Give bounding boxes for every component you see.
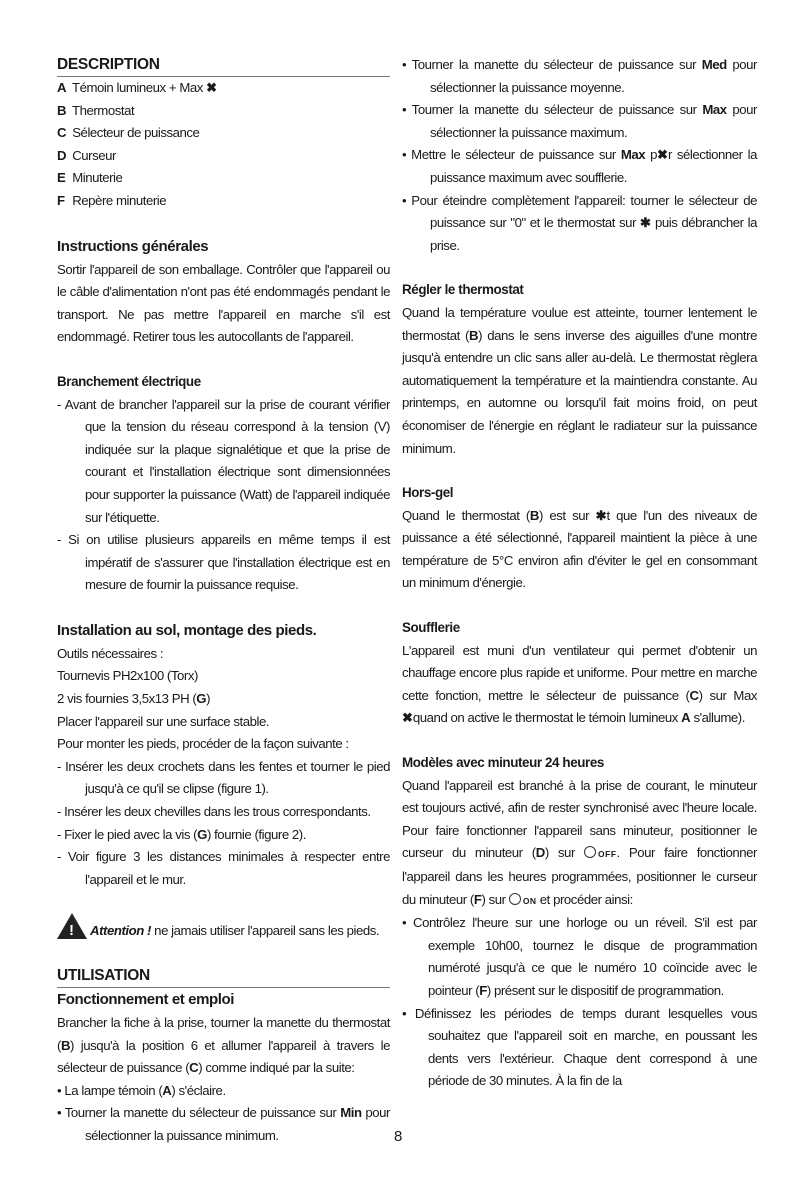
bold-text: A: [57, 80, 67, 95]
paragraph: • Tourner la manette du sélecteur de puissance sur Max pour sélectionner la puissance maximum.: [402, 102, 757, 140]
bold-text: B: [57, 102, 67, 118]
fan-icon: ✖: [402, 710, 413, 726]
bold-text: D: [535, 845, 545, 861]
paragraph: Quand la température voulue est atteinte, tourner lentement le thermostat (B) dans le sens inverse des aiguilles d'une montre jusqu'à entendre un clic sans aller au-delà. Le thermostat règlera automatiquement la température et la maintiendra constante. Au printemps, en automne ou lorsqu'il fait moins froid, on peut économiser de l'énergie en réglant le radiateur sur la puissance minimum.: [402, 304, 757, 456]
spacer: [402, 595, 757, 617]
bold-text: F: [473, 891, 482, 907]
left-column: [57, 54, 390, 1148]
paragraph: 2 vis fournies 3,5x13 PH (G): [57, 691, 211, 707]
bold-text: B: [60, 1037, 71, 1053]
timer-on-symbol: [509, 892, 537, 907]
section-heading: Instructions générales: [57, 237, 209, 255]
bold-text: G: [197, 826, 207, 842]
timer-label: ON: [522, 895, 537, 906]
paragraph: Tournevis PH2x100 (Torx): [57, 668, 198, 684]
spacer: [402, 730, 757, 752]
bold-text: F: [479, 982, 487, 998]
fan-icon: ✖: [657, 147, 668, 163]
section-heading: Régler le thermostat: [402, 282, 524, 298]
paragraph: Quand le thermostat (B) est sur ✱t que l'un des niveaux de puissance a été sélectionné, l'appareil maintient la pièce à une température de 5°C environ afin d'éviter le gel en consommant un minimum d'énergie.: [402, 507, 758, 591]
warning-note: !Attention ! ne jamais utiliser l'appareil sans les pieds.: [57, 913, 390, 943]
bold-text: F: [57, 192, 65, 208]
spacer: [57, 213, 390, 235]
bold-text: Med: [701, 57, 727, 72]
paragraph: • Pour éteindre complètement l'appareil: tourner le sélecteur de puissance sur "0" et le thermostat sur ✱ puis débrancher la prise.: [402, 192, 757, 253]
paragraph: • Définissez les périodes de temps durant lesquelles vous souhaitez que l'appareil soit en marche, en poussant les dents vers l'extérieur. Chaque dent correspond à une période de 30 minutes. À la fin de la: [402, 1005, 757, 1089]
bold-text: A: [162, 1082, 172, 1098]
bold-text: C: [57, 125, 67, 141]
paragraph: • Tourner la manette du sélecteur de puissance sur Min pour sélectionner la puissance minimum.: [57, 1105, 390, 1143]
timer-off-symbol: [584, 845, 617, 860]
paragraph: - Voir figure 3 les distances minimales à respecter entre l'appareil et le mur.: [57, 849, 390, 887]
warning-triangle-icon: [57, 913, 87, 939]
bold-text: E: [57, 170, 66, 186]
description-item: C Sélecteur de puissance: [57, 122, 390, 145]
clock-icon: [509, 893, 521, 905]
bold-text: A: [681, 710, 691, 726]
clock-icon: [584, 846, 596, 858]
paragraph: - Fixer le pied avec la vis (G) fournie (figure 2).: [57, 826, 306, 842]
bold-text: D: [57, 147, 67, 163]
bold-text: C: [689, 687, 699, 703]
paragraph: Placer l'appareil sur une surface stable.: [57, 713, 270, 729]
section-heading: Modèles avec minuteur 24 heures: [402, 755, 604, 771]
timer-label: OFF: [598, 849, 617, 860]
paragraph: - Avant de brancher l'appareil sur la prise de courant vérifier que la tension du réseau correspond à la tension (V) indiquée sur la plaque signalétique et que la prise de courant et l'installation électrique sont dimensionnées pour supporter la puissance (Watt) de l'appareil indiquée sur l'étiquette.: [57, 396, 390, 525]
paragraph: - Insérer les deux crochets dans les fentes et tourner le pied jusqu'à ce qu'il se clipse (figure 1).: [57, 758, 390, 797]
bold-text: Min: [340, 1105, 362, 1121]
spacer: [57, 597, 390, 619]
bold-text: C: [189, 1060, 199, 1076]
bold-text: B: [529, 507, 539, 523]
description-item: A Témoin lumineux + Max ✖: [57, 77, 390, 100]
section-heading: Branchement électrique: [57, 373, 201, 389]
spacer: [57, 943, 390, 965]
bold-text: B: [468, 327, 479, 343]
section-heading: Soufflerie: [402, 620, 460, 636]
description-item: B Thermostat: [57, 100, 390, 123]
paragraph: - Insérer les deux chevilles dans les trous correspondants.: [57, 804, 371, 820]
description-item: F Repère minuterie: [57, 190, 390, 213]
spacer: [57, 349, 390, 371]
spacer: [57, 891, 390, 913]
section-heading: Hors-gel: [402, 485, 454, 501]
attention-label: Attention !: [90, 923, 151, 939]
frost-icon: ✱: [595, 507, 607, 523]
page-number: 8: [394, 1128, 403, 1145]
bold-text: G: [196, 691, 207, 707]
paragraph: Outils nécessaires :: [57, 645, 164, 661]
fan-icon: ✖: [206, 80, 218, 95]
paragraph: Brancher la fiche à la prise, tourner la manette du thermostat (B) jusqu'à la position 6 et allumer l'appareil à travers le sélecteur de puissance (C) comme indiqué par la suite:: [57, 1015, 390, 1076]
paragraph: Sortir l'appareil de son emballage. Contrôler que l'appareil ou le câble d'alimentation n'ont pas été endommagés pendant le transport. Ne pas mettre l'appareil en marche s'il est endommagé. Retirer tous les autocollants de l'appareil.: [57, 261, 390, 345]
section-heading: DESCRIPTION: [57, 54, 390, 77]
section-heading: Fonctionnement et emploi: [57, 991, 235, 1008]
spacer: [402, 460, 757, 482]
section-heading: UTILISATION: [57, 965, 390, 988]
paragraph: • La lampe témoin (A) s'éclaire.: [57, 1082, 226, 1098]
paragraph: Pour monter les pieds, procéder de la façon suivante :: [57, 736, 349, 752]
paragraph: • Contrôlez l'heure sur une horloge ou un réveil. S'il est par exemple 10h00, tournez le disque de programmation numéroté jusqu'à ce que le numéro 10 coïncide avec le pointeur (F) présent sur le dispositif de programmation.: [402, 915, 757, 998]
paragraph: - Si on utilise plusieurs appareils en même temps il est impératif de s'assurer que l'installation électrique est en mesure de fournir la puissance requise.: [57, 532, 390, 593]
section-heading: Installation au sol, montage des pieds.: [57, 621, 317, 639]
frost-icon: ✱: [640, 215, 651, 231]
description-item: E Minuterie: [57, 167, 390, 190]
paragraph: L'appareil est muni d'un ventilateur qui permet d'obtenir un chauffage encore plus rapide et uniforme. Pour mettre en marche cette fonction, mettre le sélecteur de puissance (C) sur Max ✖quand on active le thermostat le témoin lumineux A s'allume).: [402, 642, 757, 726]
spacer: [402, 257, 757, 279]
right-column: [402, 54, 757, 1093]
paragraph: Quand l'appareil est branché à la prise de courant, le minuteur est toujours activé, afin de rester synchronisé avec l'heure locale. Pour faire fonctionner l'appareil sans minuteur, positionner le curseur du minuteur (D) sur OFF. Pour faire fonctionner l'appareil dans les heures programmées, positionner le curseur du minuteur (F) sur ON et procéder ainsi:: [402, 777, 757, 907]
paragraph: • Mettre le sélecteur de puissance sur Max p✖r sélectionner la puissance maximum avec soufflerie.: [402, 147, 757, 185]
bold-text: Max: [702, 102, 727, 118]
description-item: D Curseur: [57, 145, 390, 168]
paragraph: • Tourner la manette du sélecteur de puissance sur Med pour sélectionner la puissance moyenne.: [402, 57, 757, 95]
bold-text: Max: [620, 147, 646, 163]
